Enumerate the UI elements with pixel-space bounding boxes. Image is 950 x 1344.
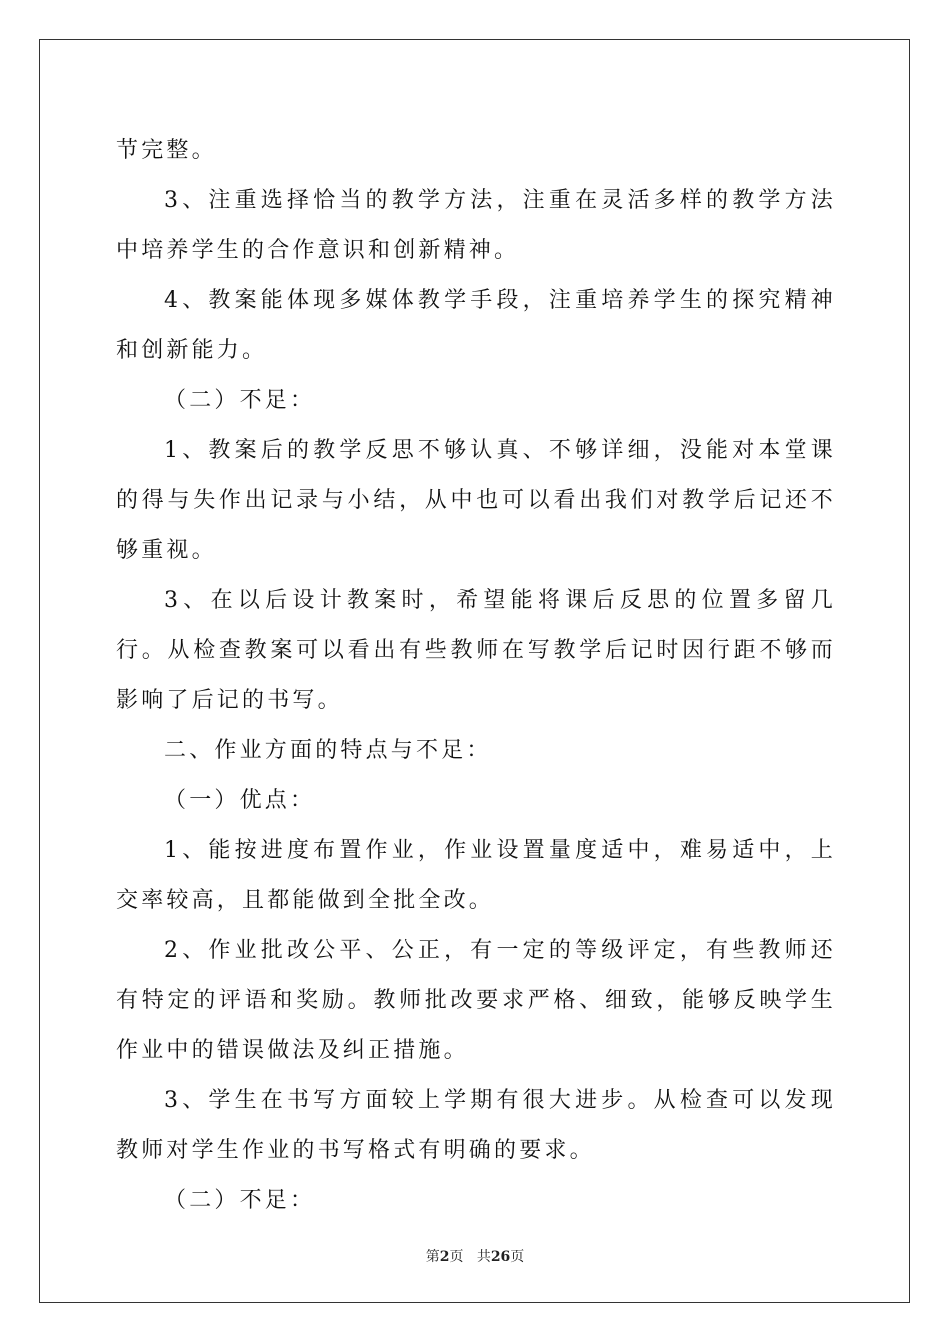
paragraph: 3、注重选择恰当的教学方法，注重在灵活多样的教学方法中培养学生的合作意识和创新精神。	[116, 188, 836, 263]
paragraph: 4、教案能体现多媒体教学手段，注重培养学生的探究精神和创新能力。	[116, 288, 836, 363]
page-footer	[0, 1246, 950, 1266]
total-prefix: 共	[476, 1249, 491, 1265]
paragraph: 2、作业批改公平、公正，有一定的等级评定，有些教师还有特定的评语和奖励。教师批改要求严格、细致，能够反映学生作业中的错误做法及纠正措施。	[116, 938, 836, 1063]
paragraph: 节完整。	[116, 138, 217, 163]
total-suffix: 页	[510, 1249, 525, 1265]
total-pages: 26	[490, 1249, 511, 1265]
page-prefix: 第	[425, 1249, 440, 1265]
paragraph: 1、能按进度布置作业，作业设置量度适中，难易适中，上交率较高，且都能做到全批全改。	[116, 838, 836, 913]
document-body	[116, 126, 836, 1226]
page-suffix: 页	[449, 1249, 464, 1265]
paragraph: 1、教案后的教学反思不够认真、不够详细，没能对本堂课的得与失作出记录与小结，从中也可以看出我们对教学后记还不够重视。	[116, 438, 836, 563]
paragraph: （一）优点：	[164, 788, 316, 813]
page-number: 2	[439, 1249, 450, 1265]
paragraph: 3、学生在书写方面较上学期有很大进步。从检查可以发现教师对学生作业的书写格式有明确的要求。	[116, 1088, 836, 1163]
paragraph: （二）不足：	[164, 1188, 316, 1213]
paragraph: 二、作业方面的特点与不足：	[164, 738, 492, 763]
paragraph: （二）不足：	[164, 388, 316, 413]
paragraph: 3、在以后设计教案时，希望能将课后反思的位置多留几行。从检查教案可以看出有些教师在写教学后记时因行距不够而影响了后记的书写。	[116, 588, 836, 713]
